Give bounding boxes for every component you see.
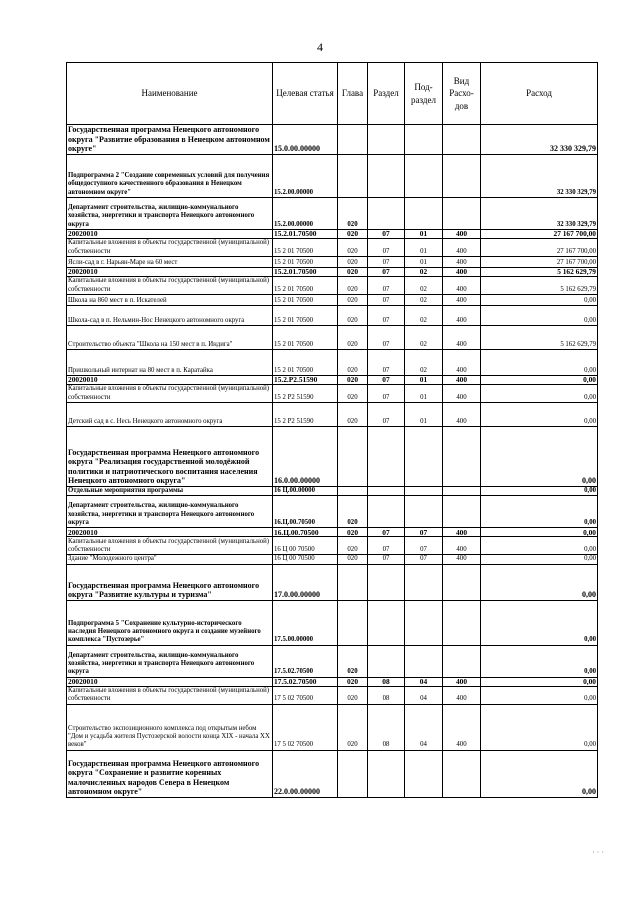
header-amount: Расход bbox=[481, 63, 598, 125]
row-target-article: 15 2 01 70500 bbox=[273, 306, 338, 326]
table-row bbox=[67, 125, 598, 155]
table-row bbox=[67, 537, 598, 555]
row-subsection: 02 bbox=[405, 268, 443, 277]
table-row bbox=[67, 704, 598, 750]
row-expense-type: 400 bbox=[443, 306, 481, 326]
row-name: Пришкольный интернат на 80 мест в п. Каратайка bbox=[67, 350, 273, 376]
row-name: Департамент строительства, жилищно-коммунального хозяйства, энергетики и транспорта Ненецкого автономного округа bbox=[67, 198, 273, 230]
row-chapter bbox=[338, 427, 368, 487]
row-section: 07 bbox=[368, 268, 405, 277]
row-section: 07 bbox=[368, 537, 405, 555]
row-subsection bbox=[405, 487, 443, 496]
row-name: Отдельные мероприятия программы bbox=[67, 487, 273, 496]
header-target-article: Целевая статья bbox=[273, 63, 338, 125]
row-target-article: 15.2.01.70500 bbox=[273, 268, 338, 277]
row-section: 07 bbox=[368, 295, 405, 306]
row-chapter: 020 bbox=[338, 677, 368, 686]
row-amount: 0,00 bbox=[481, 385, 598, 403]
row-amount: 0,00 bbox=[481, 537, 598, 555]
row-chapter: 020 bbox=[338, 496, 368, 528]
row-chapter: 020 bbox=[338, 239, 368, 257]
row-name: Подпрограмма 5 "Сохранение культурно-исторического наследия Ненецкого автономного округа и создание музейного комплекса "Пустозерье" bbox=[67, 600, 273, 645]
table-row bbox=[67, 600, 598, 645]
row-target-article: 17.5.02.70500 bbox=[273, 645, 338, 677]
table-row bbox=[67, 750, 598, 797]
row-amount: 0,00 bbox=[481, 295, 598, 306]
row-expense-type: 400 bbox=[443, 350, 481, 376]
row-chapter: 020 bbox=[338, 528, 368, 537]
row-section: 07 bbox=[368, 555, 405, 564]
row-target-article: 15 2 P2 51590 bbox=[273, 403, 338, 427]
row-section: 07 bbox=[368, 306, 405, 326]
row-amount: 0,00 bbox=[481, 376, 598, 385]
row-name: Подпрограмма 2 "Создание современных условий для получения общедоступного качественного образования в Ненецком автономном округе" bbox=[67, 155, 273, 198]
row-expense-type: 400 bbox=[443, 230, 481, 239]
row-section: 07 bbox=[368, 385, 405, 403]
table-row bbox=[67, 564, 598, 600]
row-subsection bbox=[405, 125, 443, 155]
table-row bbox=[67, 239, 598, 257]
row-section bbox=[368, 750, 405, 797]
row-section: 07 bbox=[368, 350, 405, 376]
row-name: 20020010 bbox=[67, 268, 273, 277]
row-amount: 0,00 bbox=[481, 677, 598, 686]
row-section bbox=[368, 198, 405, 230]
row-subsection: 04 bbox=[405, 704, 443, 750]
row-chapter: 020 bbox=[338, 555, 368, 564]
row-chapter: 020 bbox=[338, 403, 368, 427]
row-subsection: 07 bbox=[405, 555, 443, 564]
row-amount: 32 330 329,79 bbox=[481, 198, 598, 230]
row-target-article: 15 2 01 70500 bbox=[273, 257, 338, 268]
row-target-article: 16 Ц 00 70500 bbox=[273, 555, 338, 564]
row-subsection: 02 bbox=[405, 306, 443, 326]
table-row bbox=[67, 326, 598, 350]
row-target-article: 17.5.02.70500 bbox=[273, 677, 338, 686]
row-name: Ясли-сад в г. Нарьян-Маре на 60 мест bbox=[67, 257, 273, 268]
row-chapter: 020 bbox=[338, 385, 368, 403]
row-amount: 27 167 700,00 bbox=[481, 257, 598, 268]
row-expense-type bbox=[443, 198, 481, 230]
row-expense-type: 400 bbox=[443, 686, 481, 704]
row-expense-type: 400 bbox=[443, 326, 481, 350]
row-chapter: 020 bbox=[338, 704, 368, 750]
row-amount: 5 162 629,79 bbox=[481, 277, 598, 295]
row-target-article: 17.5.00.00000 bbox=[273, 600, 338, 645]
row-target-article: 15.2.01.70500 bbox=[273, 230, 338, 239]
table-row bbox=[67, 295, 598, 306]
row-section: 07 bbox=[368, 403, 405, 427]
row-chapter: 020 bbox=[338, 268, 368, 277]
row-target-article: 15.2.00.00000 bbox=[273, 198, 338, 230]
row-amount: 27 167 700,00 bbox=[481, 230, 598, 239]
row-name: Школа на 860 мест в п. Искателей bbox=[67, 295, 273, 306]
table-row bbox=[67, 198, 598, 230]
row-section: 08 bbox=[368, 704, 405, 750]
row-section: 07 bbox=[368, 239, 405, 257]
row-expense-type bbox=[443, 496, 481, 528]
row-expense-type: 400 bbox=[443, 277, 481, 295]
row-expense-type: 400 bbox=[443, 555, 481, 564]
row-expense-type: 400 bbox=[443, 239, 481, 257]
table-row bbox=[67, 350, 598, 376]
row-target-article: 16.Ц.00.70500 bbox=[273, 528, 338, 537]
table-row bbox=[67, 496, 598, 528]
row-expense-type: 400 bbox=[443, 385, 481, 403]
table-row bbox=[67, 385, 598, 403]
row-subsection: 01 bbox=[405, 230, 443, 239]
row-chapter bbox=[338, 600, 368, 645]
row-chapter: 020 bbox=[338, 326, 368, 350]
row-section bbox=[368, 155, 405, 198]
budget-table bbox=[66, 62, 598, 798]
row-subsection bbox=[405, 600, 443, 645]
header-subsection: Под-раздел bbox=[405, 63, 443, 125]
table-row bbox=[67, 677, 598, 686]
header-chapter: Глава bbox=[338, 63, 368, 125]
row-target-article: 17 5 02 70500 bbox=[273, 686, 338, 704]
row-amount: 0,00 bbox=[481, 528, 598, 537]
row-chapter: 020 bbox=[338, 295, 368, 306]
row-subsection: 01 bbox=[405, 385, 443, 403]
row-amount: 27 167 700,00 bbox=[481, 239, 598, 257]
row-name: Капитальные вложения в объекты государственной (муниципальной) собственности bbox=[67, 385, 273, 403]
row-chapter: 020 bbox=[338, 257, 368, 268]
row-amount: 32 330 329,79 bbox=[481, 155, 598, 198]
table-row bbox=[67, 686, 598, 704]
row-expense-type: 400 bbox=[443, 537, 481, 555]
row-section: 07 bbox=[368, 277, 405, 295]
row-amount: 0,00 bbox=[481, 750, 598, 797]
table-row bbox=[67, 155, 598, 198]
row-name: Детский сад в с. Несь Ненецкого автономного округа bbox=[67, 403, 273, 427]
row-target-article: 16 Ц 00 70500 bbox=[273, 537, 338, 555]
row-name: 20020010 bbox=[67, 230, 273, 239]
row-name: 20020010 bbox=[67, 528, 273, 537]
row-chapter: 020 bbox=[338, 350, 368, 376]
row-amount: 0,00 bbox=[481, 555, 598, 564]
row-name: Строительство экспозиционного комплекса под открытым небом "Дом и усадьба жителя Пустозерской волости конца XIX - начала XX веков" bbox=[67, 704, 273, 750]
row-section bbox=[368, 600, 405, 645]
row-subsection bbox=[405, 564, 443, 600]
row-subsection: 02 bbox=[405, 295, 443, 306]
row-expense-type bbox=[443, 427, 481, 487]
row-name: Капитальные вложения в объекты государственной (муниципальной) собственности bbox=[67, 277, 273, 295]
table-row bbox=[67, 306, 598, 326]
row-expense-type: 400 bbox=[443, 403, 481, 427]
row-amount: 5 162 629,79 bbox=[481, 268, 598, 277]
row-target-article: 16 Ц.00.00000 bbox=[273, 487, 338, 496]
row-section: 08 bbox=[368, 677, 405, 686]
row-target-article: 15 2 01 70500 bbox=[273, 277, 338, 295]
row-section bbox=[368, 125, 405, 155]
row-subsection: 04 bbox=[405, 677, 443, 686]
row-amount: 0,00 bbox=[481, 686, 598, 704]
table-row bbox=[67, 427, 598, 487]
row-amount: 5 162 629,79 bbox=[481, 326, 598, 350]
row-chapter bbox=[338, 487, 368, 496]
row-subsection: 02 bbox=[405, 326, 443, 350]
row-chapter: 020 bbox=[338, 306, 368, 326]
row-subsection: 02 bbox=[405, 277, 443, 295]
row-section: 07 bbox=[368, 257, 405, 268]
row-amount: 0,00 bbox=[481, 600, 598, 645]
table-row bbox=[67, 528, 598, 537]
row-name: Здание "Молодежного центра" bbox=[67, 555, 273, 564]
row-expense-type bbox=[443, 487, 481, 496]
row-subsection bbox=[405, 198, 443, 230]
row-expense-type bbox=[443, 600, 481, 645]
table-row bbox=[67, 487, 598, 496]
row-expense-type: 400 bbox=[443, 704, 481, 750]
header-name: Наименование bbox=[67, 63, 273, 125]
row-expense-type: 400 bbox=[443, 295, 481, 306]
row-expense-type bbox=[443, 155, 481, 198]
table-row bbox=[67, 257, 598, 268]
row-name: Школа-сад в п. Нельмин-Нос Ненецкого автономного округа bbox=[67, 306, 273, 326]
row-name: Государственная программа Ненецкого автономного округа "Реализация государственной молодёжной политики и патриотического воспитания населения Ненецкого автономного округа" bbox=[67, 427, 273, 487]
row-section bbox=[368, 427, 405, 487]
row-expense-type bbox=[443, 645, 481, 677]
row-section: 07 bbox=[368, 528, 405, 537]
row-target-article: 22.0.00.00000 bbox=[273, 750, 338, 797]
row-chapter: 020 bbox=[338, 277, 368, 295]
row-chapter bbox=[338, 750, 368, 797]
row-chapter bbox=[338, 564, 368, 600]
row-name: 20020010 bbox=[67, 376, 273, 385]
row-expense-type: 400 bbox=[443, 376, 481, 385]
row-subsection bbox=[405, 496, 443, 528]
row-section bbox=[368, 487, 405, 496]
row-amount: 0,00 bbox=[481, 704, 598, 750]
row-amount: 0,00 bbox=[481, 350, 598, 376]
row-chapter: 020 bbox=[338, 230, 368, 239]
row-chapter: 020 bbox=[338, 198, 368, 230]
row-subsection: 01 bbox=[405, 403, 443, 427]
table-row bbox=[67, 230, 598, 239]
row-name: Департамент строительства, жилищно-коммунального хозяйства, энергетики и транспорта Ненецкого автономного округа bbox=[67, 496, 273, 528]
row-amount: 0,00 bbox=[481, 306, 598, 326]
row-target-article: 15 2 01 70500 bbox=[273, 350, 338, 376]
row-subsection: 04 bbox=[405, 686, 443, 704]
row-subsection: 07 bbox=[405, 537, 443, 555]
row-expense-type: 400 bbox=[443, 528, 481, 537]
row-section bbox=[368, 496, 405, 528]
row-chapter bbox=[338, 155, 368, 198]
row-subsection bbox=[405, 427, 443, 487]
row-target-article: 15.2.P2.51590 bbox=[273, 376, 338, 385]
row-chapter: 020 bbox=[338, 376, 368, 385]
row-section: 08 bbox=[368, 686, 405, 704]
row-target-article: 17 5 02 70500 bbox=[273, 704, 338, 750]
row-target-article: 15 2 01 70500 bbox=[273, 239, 338, 257]
row-expense-type: 400 bbox=[443, 268, 481, 277]
row-chapter bbox=[338, 125, 368, 155]
row-amount: 0,00 bbox=[481, 496, 598, 528]
row-target-article: 15 2 01 70500 bbox=[273, 326, 338, 350]
row-target-article: 17.0.00.00000 bbox=[273, 564, 338, 600]
page-number: 4 bbox=[317, 40, 323, 54]
row-target-article: 15 2 01 70500 bbox=[273, 295, 338, 306]
row-name: Государственная программа Ненецкого автономного округа "Развитие образования в Ненецком автономном округе" bbox=[67, 125, 273, 155]
row-expense-type bbox=[443, 564, 481, 600]
row-subsection bbox=[405, 155, 443, 198]
row-target-article: 15 2 P2 51590 bbox=[273, 385, 338, 403]
row-name: Строительство объекта "Школа на 150 мест в п. Индига" bbox=[67, 326, 273, 350]
table-row bbox=[67, 645, 598, 677]
row-subsection: 01 bbox=[405, 376, 443, 385]
row-target-article: 15.0.00.00000 bbox=[273, 125, 338, 155]
row-name: Департамент строительства, жилищно-коммунального хозяйства, энергетики и транспорта Ненецкого автономного округа bbox=[67, 645, 273, 677]
row-amount: 0,00 bbox=[481, 403, 598, 427]
row-amount: 0,00 bbox=[481, 487, 598, 496]
row-subsection bbox=[405, 750, 443, 797]
row-section: 07 bbox=[368, 326, 405, 350]
edge-marks: · · · bbox=[592, 848, 604, 857]
table-row bbox=[67, 277, 598, 295]
row-expense-type: 400 bbox=[443, 677, 481, 686]
row-amount: 32 330 329,79 bbox=[481, 125, 598, 155]
row-expense-type bbox=[443, 750, 481, 797]
row-section: 07 bbox=[368, 376, 405, 385]
row-name: Государственная программа Ненецкого автономного округа "Сохранение и развитие коренных малочисленных народов Севера в Ненецком автономном округе" bbox=[67, 750, 273, 797]
row-expense-type: 400 bbox=[443, 257, 481, 268]
row-section: 07 bbox=[368, 230, 405, 239]
row-subsection: 01 bbox=[405, 257, 443, 268]
row-section bbox=[368, 564, 405, 600]
header-section: Раздел bbox=[368, 63, 405, 125]
row-chapter: 020 bbox=[338, 686, 368, 704]
header-expense-type: Вид Расхо-дов bbox=[443, 63, 481, 125]
table-body bbox=[67, 125, 598, 798]
row-amount: 0,00 bbox=[481, 427, 598, 487]
table-row bbox=[67, 376, 598, 385]
row-subsection: 01 bbox=[405, 239, 443, 257]
row-target-article: 15.2.00.00000 bbox=[273, 155, 338, 198]
row-section bbox=[368, 645, 405, 677]
row-target-article: 16.0.00.00000 bbox=[273, 427, 338, 487]
row-name: Капитальные вложения в объекты государственной (муниципальной) собственности bbox=[67, 239, 273, 257]
row-chapter: 020 bbox=[338, 537, 368, 555]
row-subsection: 07 bbox=[405, 528, 443, 537]
row-target-article: 16.Ц.00.70500 bbox=[273, 496, 338, 528]
table-header-row bbox=[67, 63, 598, 125]
table-row bbox=[67, 268, 598, 277]
row-subsection: 02 bbox=[405, 350, 443, 376]
table-row bbox=[67, 403, 598, 427]
row-expense-type bbox=[443, 125, 481, 155]
row-subsection bbox=[405, 645, 443, 677]
row-name: 20020010 bbox=[67, 677, 273, 686]
row-amount: 0,00 bbox=[481, 645, 598, 677]
row-name: Государственная программа Ненецкого автономного округа "Развитие культуры и туризма" bbox=[67, 564, 273, 600]
table-row bbox=[67, 555, 598, 564]
row-name: Капитальные вложения в объекты государственной (муниципальной) собственности bbox=[67, 686, 273, 704]
row-amount: 0,00 bbox=[481, 564, 598, 600]
row-name: Капитальные вложения в объекты государственной (муниципальной) собственности bbox=[67, 537, 273, 555]
row-chapter: 020 bbox=[338, 645, 368, 677]
